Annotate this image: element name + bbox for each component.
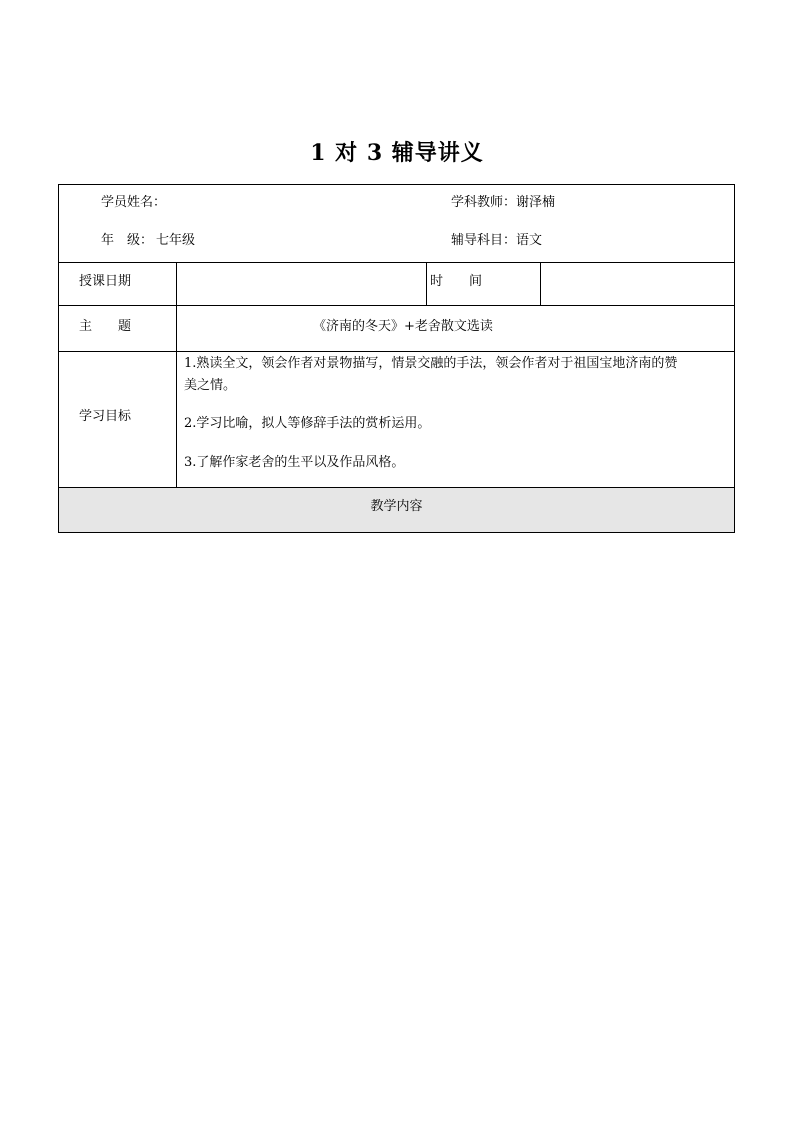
divider [59, 262, 734, 263]
goal-item: 3.了解作家老舍的生平以及作品风格。 [184, 455, 405, 470]
content-label: 教学内容 [370, 499, 423, 514]
date-label: 授课日期 [79, 274, 132, 289]
goal-item: 美之情。 [184, 378, 237, 393]
grade-value: 七年级 [156, 233, 196, 248]
goals-label: 学习目标 [79, 409, 132, 424]
topic-label: 主 题 [79, 319, 132, 334]
goal-item: 1.熟读全文，领会作者对景物描写，情景交融的手法，领会作者对于祖国宝地济南的赞 [184, 356, 678, 371]
teacher-value: 谢泽楠 [516, 195, 556, 210]
lesson-info-table [58, 184, 735, 533]
page-title: 1 对 3 辅导讲义 [310, 140, 484, 166]
teacher-label: 学科教师： [451, 195, 517, 210]
time-label: 时 间 [430, 274, 483, 289]
subject-value: 语文 [516, 233, 543, 248]
column-divider [426, 262, 427, 306]
column-divider [176, 262, 177, 488]
topic-value: 《济南的冬天》+老舍散文选读 [313, 319, 493, 334]
column-divider [540, 262, 541, 306]
divider [59, 351, 734, 352]
grade-label: 年 级： [101, 233, 154, 248]
divider [59, 305, 734, 306]
goal-item: 2.学习比喻，拟人等修辞手法的赏析运用。 [184, 416, 431, 431]
student-name-label: 学员姓名： [101, 195, 167, 210]
subject-label: 辅导科目： [451, 233, 517, 248]
